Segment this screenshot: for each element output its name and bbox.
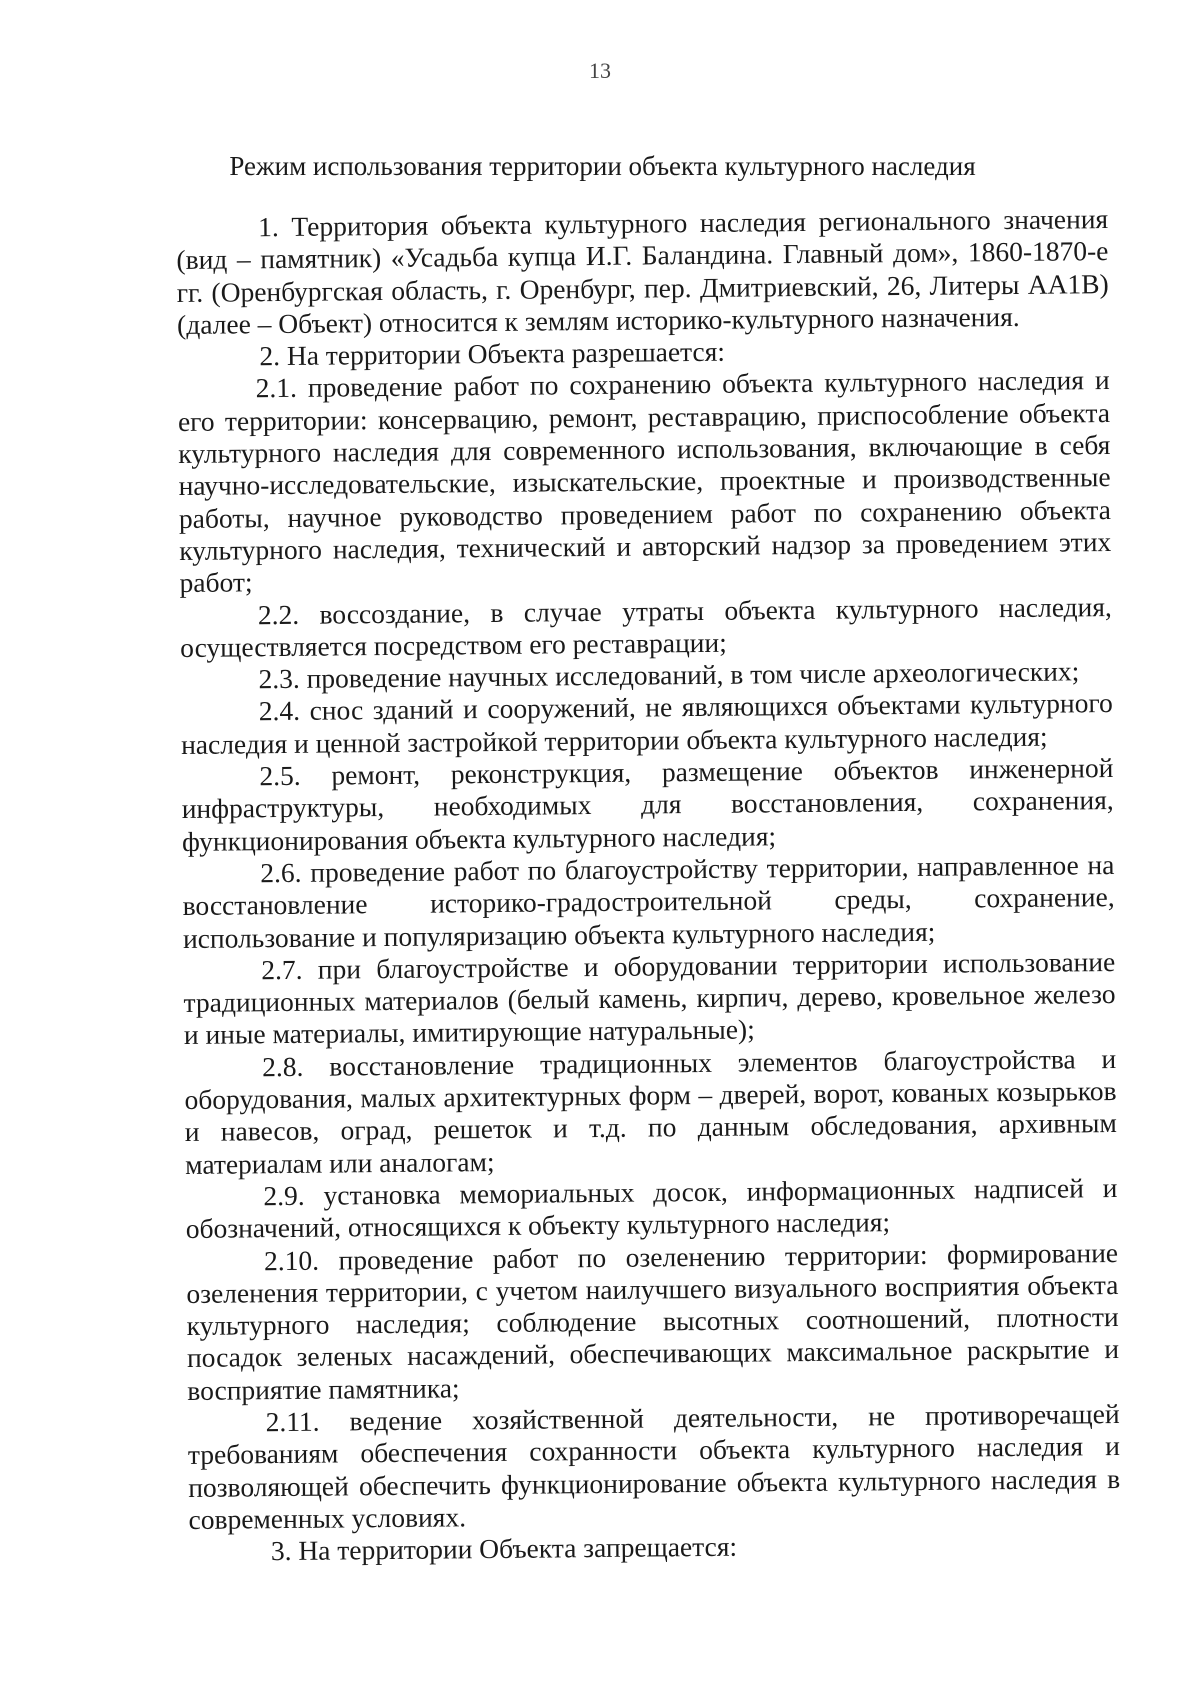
paragraph-2-7: 2.7. при благоустройстве и оборудовании территории использование традиционных материалов (белый камень, кирпич, дерево, кровельное железо и иные материалы, имитирующие натуральные); (183, 945, 1116, 1051)
paragraph-2-11: 2.11. ведение хозяйственной деятельности, не противоречащей требованиям обеспечения сохранности объекта культурного наследия и позволяющей обеспечить функционирование объекта культурного наследия в современных условиях. (187, 1397, 1121, 1535)
page-number: 13 (589, 58, 611, 83)
paragraph-3: 3. На территории Объекта запрещается: (270, 1530, 738, 1567)
document-title: Режим использования территории объекта культурного наследия (229, 151, 976, 181)
document-body (176, 203, 1121, 1568)
paragraph-2-4: 2.4. снос зданий и сооружений, не являющихся объектами культурного наследия и ценной застройкой территории объекта культурного наследия; (180, 687, 1113, 760)
paragraph-2: 2. На территории Объекта разрешается: (259, 335, 726, 372)
paragraph-2-6: 2.6. проведение работ по благоустройству территории, направленное на восстановление историко-градостроительной среды, сохранение, использование и популяризацию объекта культурного наследия; (182, 848, 1115, 954)
paragraph-2-8: 2.8. восстановление традиционных элементов благоустройства и оборудования, малых архитектурных форм – дверей, ворот, кованых козырьков и навесов, оград, решеток и т.д. по данным обследования, архивным материалам или аналогам; (184, 1042, 1117, 1180)
paragraph-2-1: 2.1. проведение работ по сохранению объекта культурного наследия и его территории: консервацию, ремонт, реставрацию, приспособление объекта культурного наследия для современного использования, включающие в себя научно-исследовательские, изыскательские, проектные и производственные работы, научное руководство проведением работ по сохранению объекта культурного наследия, технический и авторский надзор за проведением этих работ; (177, 364, 1112, 599)
paragraph-1: 1. Территория объекта культурного наследия регионального значения (вид – памятник) «Усадьба купца И.Г. Баландина. Главный дом», 1860-1870-е гг. (Оренбургская область, г. Оренбург, пер. Дмитриевский, 26, Литеры АА1В) (далее – Объект) относится к землям историко-культурного назначения. (176, 203, 1109, 340)
paragraph-2-2: 2.2. воссоздание, в случае утраты объекта культурного наследия, осуществляется посредством его реставрации; (180, 590, 1112, 663)
paragraph-2-10: 2.10. проведение работ по озеленению территории: формирование озеленения территории, с учетом наилучшего визуального восприятия объекта культурного наследия; соблюдение высотных соотношений, плотности посадок зеленых насаждений, обеспечивающих максимальное раскрытие и восприятие памятника; (186, 1236, 1120, 1406)
paragraph-2-9: 2.9. установка мемориальных досок, информационных надписей и обозначений, относящихся к объекту культурного наследия; (185, 1171, 1118, 1245)
paragraph-2-3: 2.3. проведение научных исследований, в том числе археологических; (258, 655, 1080, 695)
paragraph-2-5: 2.5. ремонт, реконструкция, размещение объектов инженерной инфраструктуры, необходимых для восстановления, сохранения, функционирования объекта культурного наследия; (181, 752, 1114, 857)
